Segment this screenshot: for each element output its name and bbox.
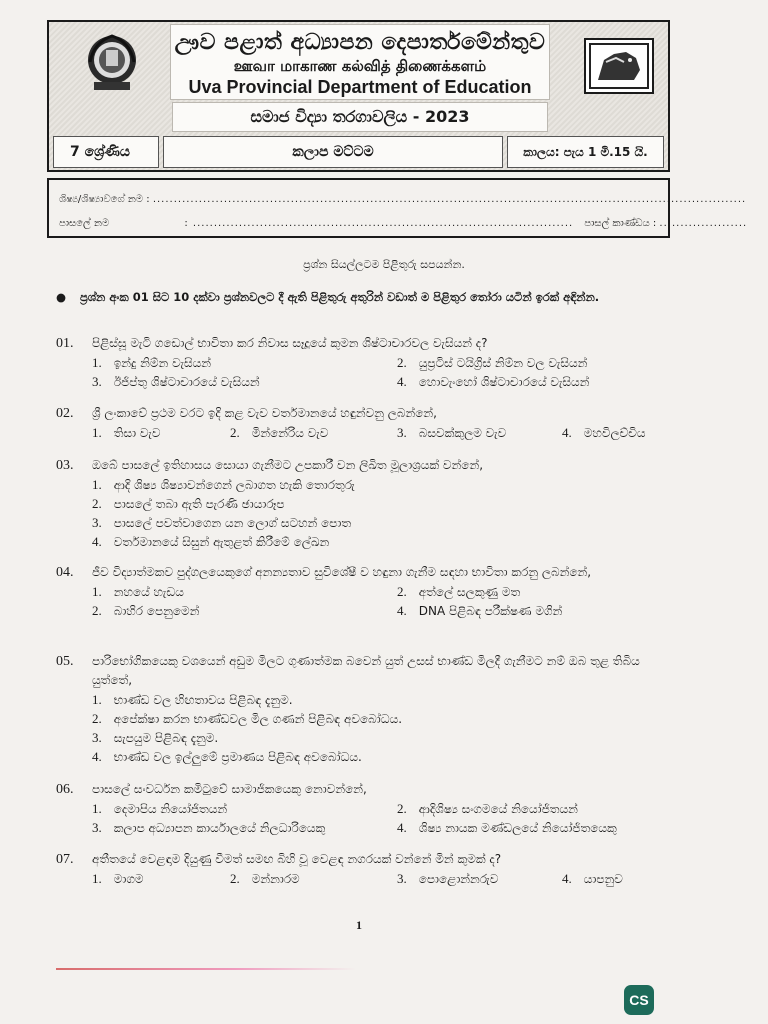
question-stem: ශ්‍රී ලංකාවේ ප්‍රථම වරට ඉදි කළ වැව වර්තමානයේ හඳුන්වනු ලබන්නේ,	[92, 406, 437, 420]
question-04	[56, 563, 696, 620]
instruction-heading: ප්‍රශ්න සියල්ලටම පිළිතුරු සපයන්න.	[303, 258, 465, 271]
question-07	[56, 850, 696, 888]
name-line	[59, 194, 746, 205]
question-stem: ඔබේ පාසලේ ඉතිහාසය සොයා ගැනීමට උපකාරී වන ලිඛිත මූලාශ්‍රයක් වන්නේ,	[92, 458, 484, 472]
option-2[interactable]: 2. ආදිශිෂ්‍ය සංගමයේ නියෝජිතයන්	[397, 801, 578, 816]
options	[92, 475, 696, 551]
bullet-text: ප්‍රශ්න අංක 01 සිට 10 දක්වා ප්‍රශ්නවලට දී ඇති පිළිතුරු අතුරින් වඩාත් ම පිළිතුර තෝරා යටින් ඉරක් අඳින්න.	[80, 290, 600, 304]
option-3[interactable]: 3. සැපයුම පිළිබඳ දැනුම.	[92, 730, 219, 745]
time-label: කාලය: පැය 1 මි.15 යි.	[507, 136, 664, 168]
title-english: Uva Provincial Department of Education	[188, 77, 532, 97]
option-1[interactable]: 1. තිසා වැව	[92, 425, 161, 440]
option-4[interactable]: 4. හොවැංහෝ ශිෂ්ටාචාරයේ වැසියන්	[397, 374, 590, 389]
page-number: 1	[356, 918, 362, 932]
school-field[interactable]: : ...........................................................................................	[184, 218, 574, 229]
name-label: ශිෂ්‍ය/ශිෂ්‍යාවගේ නම :	[59, 194, 150, 205]
lion-logo-icon	[586, 40, 652, 92]
option-2[interactable]: 2. මන්නාරම	[230, 871, 300, 886]
subject-title: සමාජ විද්‍යා තරගාවලිය - 2023	[172, 102, 548, 132]
title-sinhala: ඌව පළාත් අධ්‍යාපන දෙපාර්තමේන්තුව	[174, 29, 546, 55]
option-1[interactable]: 1. මාගම	[92, 871, 144, 886]
question-number: 03.	[56, 458, 74, 473]
student-info-box	[47, 178, 748, 238]
question-stem: ජීව විද්‍යාත්මකව පුද්ගලයෙකුගේ අනන්‍යතාව සුවිශේෂී ව හඳුනා ගැනීම සඳහා භාවිතා කරනු ලබන්නේ,	[92, 565, 592, 579]
question-01	[56, 334, 696, 391]
bullet-icon: ●	[56, 290, 67, 304]
department-logo	[584, 38, 654, 94]
question-number: 04.	[56, 565, 74, 580]
question-number: 06.	[56, 782, 74, 797]
option-1[interactable]: 1. ආදි ශිෂ්‍ය ශිෂ්‍යාවන්ගෙන් ලබාගත හැකි තොරතුරු	[92, 477, 355, 492]
option-1[interactable]: 1. භාණ්ඩ වල හිඟතාවය පිළිබඳ දැනුම.	[92, 692, 293, 707]
question-05	[56, 652, 696, 766]
options	[92, 582, 696, 620]
option-2[interactable]: 2. අපේක්ෂා කරන භාණ්ඩවල මිල ගණන් පිළිබඳ අවබෝධය.	[92, 711, 403, 726]
question-06	[56, 780, 696, 837]
option-3[interactable]: 3. කලාප අධ්‍යාපන කාර්යාලයේ නිලධාරියෙකු	[92, 820, 326, 835]
question-stem: පිළිස්සූ මැටි ගඩොල් භාවිතා කර නිවාස සෑදූයේ කුමන ශිෂ්ටාචාරවල වැසියන් ද?	[92, 336, 488, 350]
option-3[interactable]: 3. ඊජිප්තු ශිෂ්ටාචාරයේ වැසියන්	[92, 374, 260, 389]
option-4[interactable]: 4. වර්තමානයේ සිසුන් ඇතුළත් කිරීමේ ලේඛන	[92, 534, 330, 549]
option-1[interactable]: 1. ඉන්දු නිම්න වැසියන්	[92, 355, 212, 370]
question-stem: අතීතයේ වෙළඳාම දියුණු වීමත් සමඟ බිහි වූ වෙළඳ නගරයක් වන්නේ මින් කුමක් ද?	[92, 852, 502, 866]
name-field[interactable]: ..............................................................................................................................................	[152, 194, 747, 205]
option-3[interactable]: 3. පොළොන්නරුව	[397, 871, 499, 886]
grade-label: 7 ශ්‍රේණිය	[53, 136, 159, 168]
level-label: කලාප මට්ටම	[163, 136, 503, 168]
options	[92, 799, 696, 837]
question-number: 01.	[56, 336, 74, 351]
option-1[interactable]: 1. නහයේ හැඩය	[92, 584, 184, 599]
camscanner-badge: CS	[624, 985, 654, 1015]
option-3[interactable]: 3. පාසලේ පවත්වාගෙන යන ලොග් සටහන් පොත	[92, 515, 352, 530]
option-2[interactable]: 2. යුප්‍රටිස් ටයිග්‍රිස් නිම්න වල වැසියන්	[397, 355, 588, 370]
title-tamil: ஊவா மாகாண கல்வித் திணைக்களம்	[233, 57, 487, 75]
option-4[interactable]: 4. DNA පිළිබඳ පරීක්ෂණ මගින්	[397, 603, 563, 618]
option-2[interactable]: 2. අත්ලේ සලකුණු මත	[397, 584, 521, 599]
zone-label: පාසල් කාණ්ඩය :	[584, 218, 657, 229]
option-1[interactable]: 1. දෙමාපිය නියෝජිතයන්	[92, 801, 228, 816]
question-stem: පාරිභෝගිකයෙකු වශයෙන් අඩුම මිලට ගුණාත්මක බවෙන් යුත් උසස් භාණ්ඩ මිලදී ගැනීමට නම් ඔබ තුළ තිබිය යුත්තේ,	[92, 654, 640, 687]
option-2[interactable]: 2. මින්නේරිය වැව	[230, 425, 329, 440]
title-box	[170, 24, 550, 100]
options	[92, 423, 696, 442]
question-02	[56, 404, 696, 442]
option-4[interactable]: 4. මහවිලච්චිය	[562, 425, 646, 440]
options	[92, 869, 696, 888]
option-4[interactable]: 4. යාපනුව	[562, 871, 623, 886]
scan-artifact-line	[56, 968, 356, 970]
question-stem: පාසලේ සංවර්ධන කමිටුවේ සාමාජිකයෙකු නොවන්නේ,	[92, 782, 367, 796]
question-number: 05.	[56, 654, 74, 669]
instruction-bullet	[56, 288, 696, 307]
question-number: 02.	[56, 406, 74, 421]
school-line	[59, 218, 747, 229]
option-4[interactable]: 4. ශිෂ්‍ය නායක මණ්ඩලයේ නියෝජිතයෙකු	[397, 820, 617, 835]
zone-field[interactable]: .....................	[659, 218, 748, 229]
options	[92, 353, 696, 391]
option-2[interactable]: 2. පාසලේ තබා ඇති පැරණි ඡායාරූප	[92, 496, 285, 511]
question-03	[56, 456, 696, 551]
school-label: පාසලේ නම	[59, 218, 110, 229]
option-3[interactable]: 2. බාහිර පෙනුමෙන්	[92, 603, 200, 618]
options	[92, 690, 696, 766]
sri-lanka-crest-icon	[86, 32, 138, 96]
option-4[interactable]: 4. භාණ්ඩ වල ඉල්ලුමේ ප්‍රමාණය පිළිබඳ අවබෝධය.	[92, 749, 362, 764]
option-3[interactable]: 3. බසවක්කුලම වැව	[397, 425, 507, 440]
question-number: 07.	[56, 852, 74, 867]
exam-meta-row	[49, 136, 668, 170]
